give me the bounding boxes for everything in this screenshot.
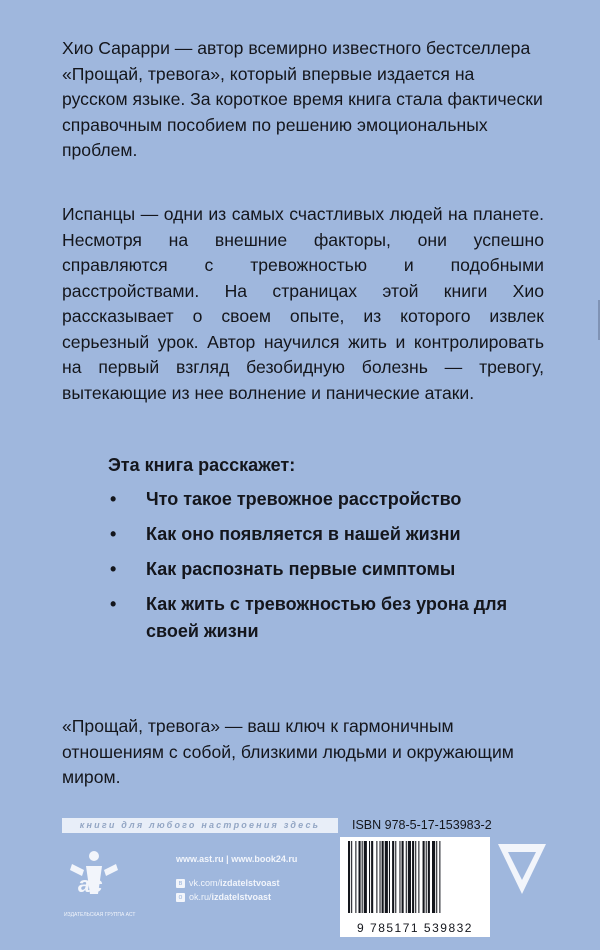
- ok-prefix: ok.ru/: [189, 892, 212, 902]
- promo-block: [108, 452, 528, 653]
- promo-item: [108, 486, 528, 513]
- intro-paragraph-1: Хио Сарарри — автор всемирно известного бестселлера «Прощай, тревога», который впервые издается на русском языке. За короткое время книга стала фактически справочным пособием по решению эмоциональных проблем.: [62, 38, 543, 160]
- promo-list: [108, 486, 528, 645]
- vk-icon: в: [176, 879, 185, 888]
- closing-paragraph: «Прощай, тревога» — ваш ключ к гармоничным отношениям с собой, близкими людьми и окружающим миром.: [62, 716, 514, 787]
- barcode-bars: [346, 841, 484, 913]
- logo-text: ac: [78, 872, 103, 897]
- intro-paragraph-2: Испанцы — одни из самых счастливых людей на планете. Несмотря на внешние факторы, они успешно справляются с тревожностью и подобными расстройствами. На страницах этой книги Хио рассказывает о своем опыте, из которого извлек серьезный урок. Автор научился жить и контролировать на первый взгляд безобидную болезнь — тревогу, вытекающие из нее волнение и панические атаки.: [62, 204, 544, 403]
- promo-item: [108, 521, 528, 548]
- age-rating-icon: [492, 838, 552, 898]
- publisher-caption: ИЗДАТЕЛЬСКАЯ ГРУППА АСТ: [64, 912, 136, 918]
- promo-item-text: Как оно появляется в нашей жизни: [146, 524, 461, 544]
- promo-item-text: Что такое тревожное расстройство: [146, 489, 462, 509]
- promo-item-text: Как распознать первые симптомы: [146, 559, 456, 579]
- promo-item: [108, 556, 528, 583]
- bullet-icon: •: [110, 489, 117, 509]
- websites-text: www.ast.ru | www.book24.ru: [176, 854, 298, 864]
- promo-title: Эта книга расскажет:: [108, 455, 296, 475]
- vk-prefix: vk.com/: [189, 878, 221, 888]
- bullet-icon: •: [110, 524, 117, 544]
- vk-handle: izdatelstvoast: [220, 878, 280, 888]
- isbn-text: ISBN 978-5-17-153983-2: [352, 818, 492, 832]
- bullet-icon: •: [110, 594, 117, 614]
- promo-item: [108, 591, 528, 645]
- social-ok: [176, 892, 271, 902]
- tagline-bar: книги для любого настроения здесь: [62, 818, 338, 833]
- bullet-icon: •: [110, 559, 117, 579]
- publisher-logo: [64, 840, 190, 950]
- social-vk: [176, 878, 280, 888]
- barcode: [340, 837, 490, 937]
- barcode-number: 9 785171 539832: [357, 921, 473, 935]
- ok-icon: о: [176, 893, 185, 902]
- promo-item-text: Как жить с тревожностью без урона для своей жизни: [146, 594, 508, 641]
- ok-handle: izdatelstvoast: [211, 892, 272, 902]
